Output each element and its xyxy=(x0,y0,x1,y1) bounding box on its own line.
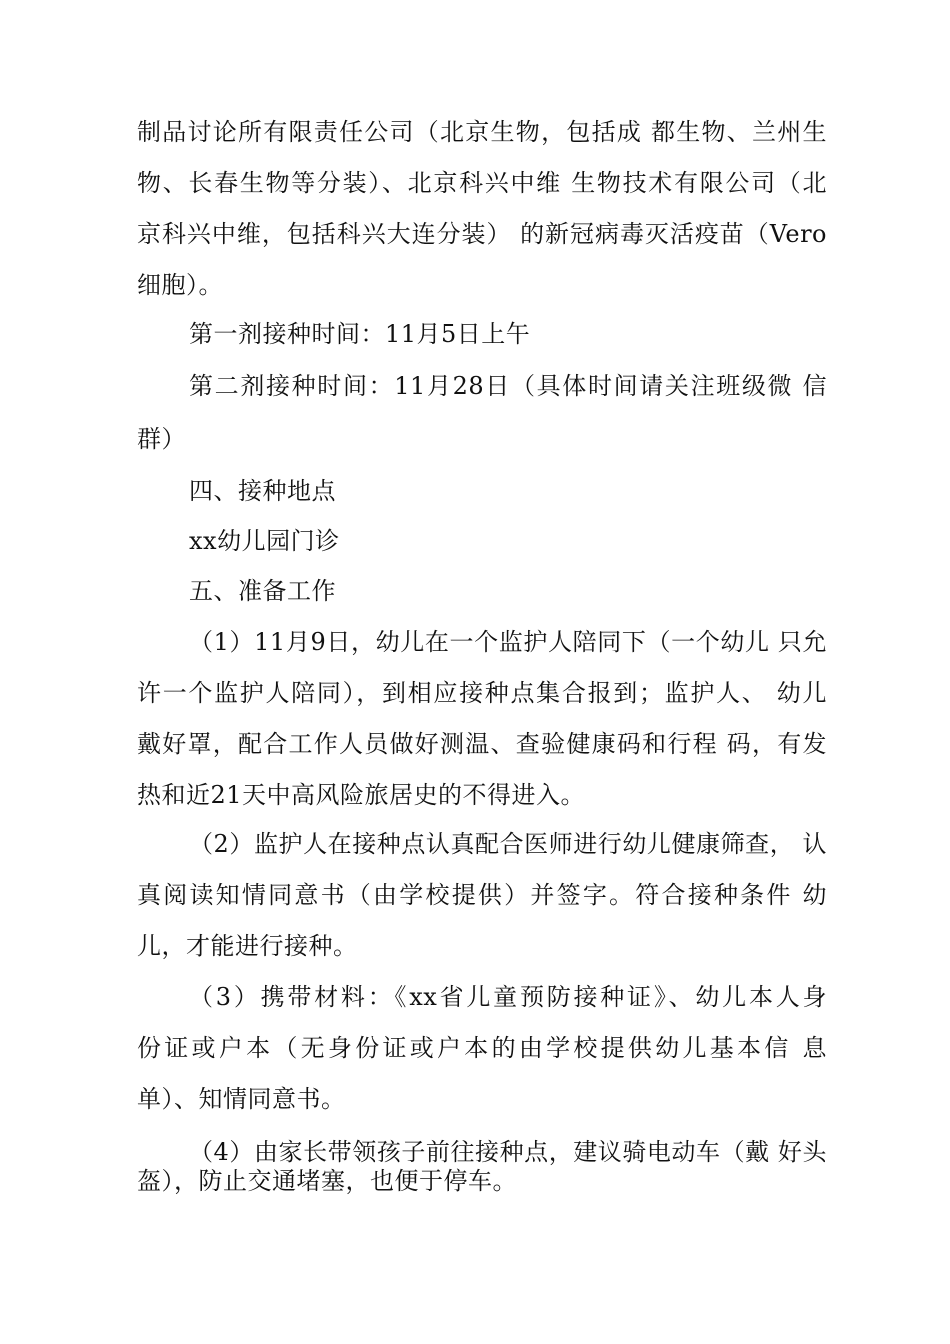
text-line-18: （3）携带材料：《xx省儿童预防接种证》、幼儿本人身 xyxy=(189,983,827,1011)
text-line-2: 物、长春生物等分装）、北京科兴中维 生物技术有限公司（北 xyxy=(137,169,827,197)
text-line-20: 单）、知情同意书。 xyxy=(137,1085,346,1113)
text-line-15: （2）监护人在接种点认真配合医师进行幼儿健康筛查， 认 xyxy=(189,830,827,858)
text-line-16: 真阅读知情同意书（由学校提供）并签字。符合接种条件 幼 xyxy=(137,881,827,909)
text-line-12: 许一个监护人陪同），到相应接种点集合报到；监护人、 幼儿 xyxy=(137,679,827,707)
text-line-17: 儿，才能进行接种。 xyxy=(137,932,358,960)
text-line-5: 第一剂接种时间：11月5日上午 xyxy=(189,320,531,348)
text-line-13: 戴好罩，配合工作人员做好测温、查验健康码和行程 码，有发 xyxy=(137,730,827,758)
text-line-22: 盔），防止交通堵塞，也便于停车。 xyxy=(137,1167,517,1195)
section-heading-location: 四、接种地点 xyxy=(189,477,336,505)
text-line-6: 第二剂接种时间：11月28日（具体时间请关注班级微 信 xyxy=(189,372,827,400)
section-heading-preparation: 五、准备工作 xyxy=(189,577,336,605)
text-line-11: （1）11月9日，幼儿在一个监护人陪同下（一个幼儿 只允 xyxy=(189,628,827,656)
text-line-3: 京科兴中维，包括科兴大连分装） 的新冠病毒灭活疫苗（Vero xyxy=(137,220,827,248)
text-line-7: 群） xyxy=(137,425,186,453)
text-line-1: 制品讨论所有限责任公司（北京生物，包括成 都生物、兰州生 xyxy=(137,118,827,146)
text-line-14: 热和近21天中高风险旅居史的不得进入。 xyxy=(137,781,586,809)
text-line-4: 细胞）。 xyxy=(137,271,223,299)
text-line-19: 份证或户本（无身份证或户本的由学校提供幼儿基本信 息 xyxy=(137,1034,827,1062)
text-line-9: xx幼儿园门诊 xyxy=(189,527,340,555)
text-line-21: （4）由家长带领孩子前往接种点，建议骑电动车（戴 好头 xyxy=(189,1138,827,1166)
